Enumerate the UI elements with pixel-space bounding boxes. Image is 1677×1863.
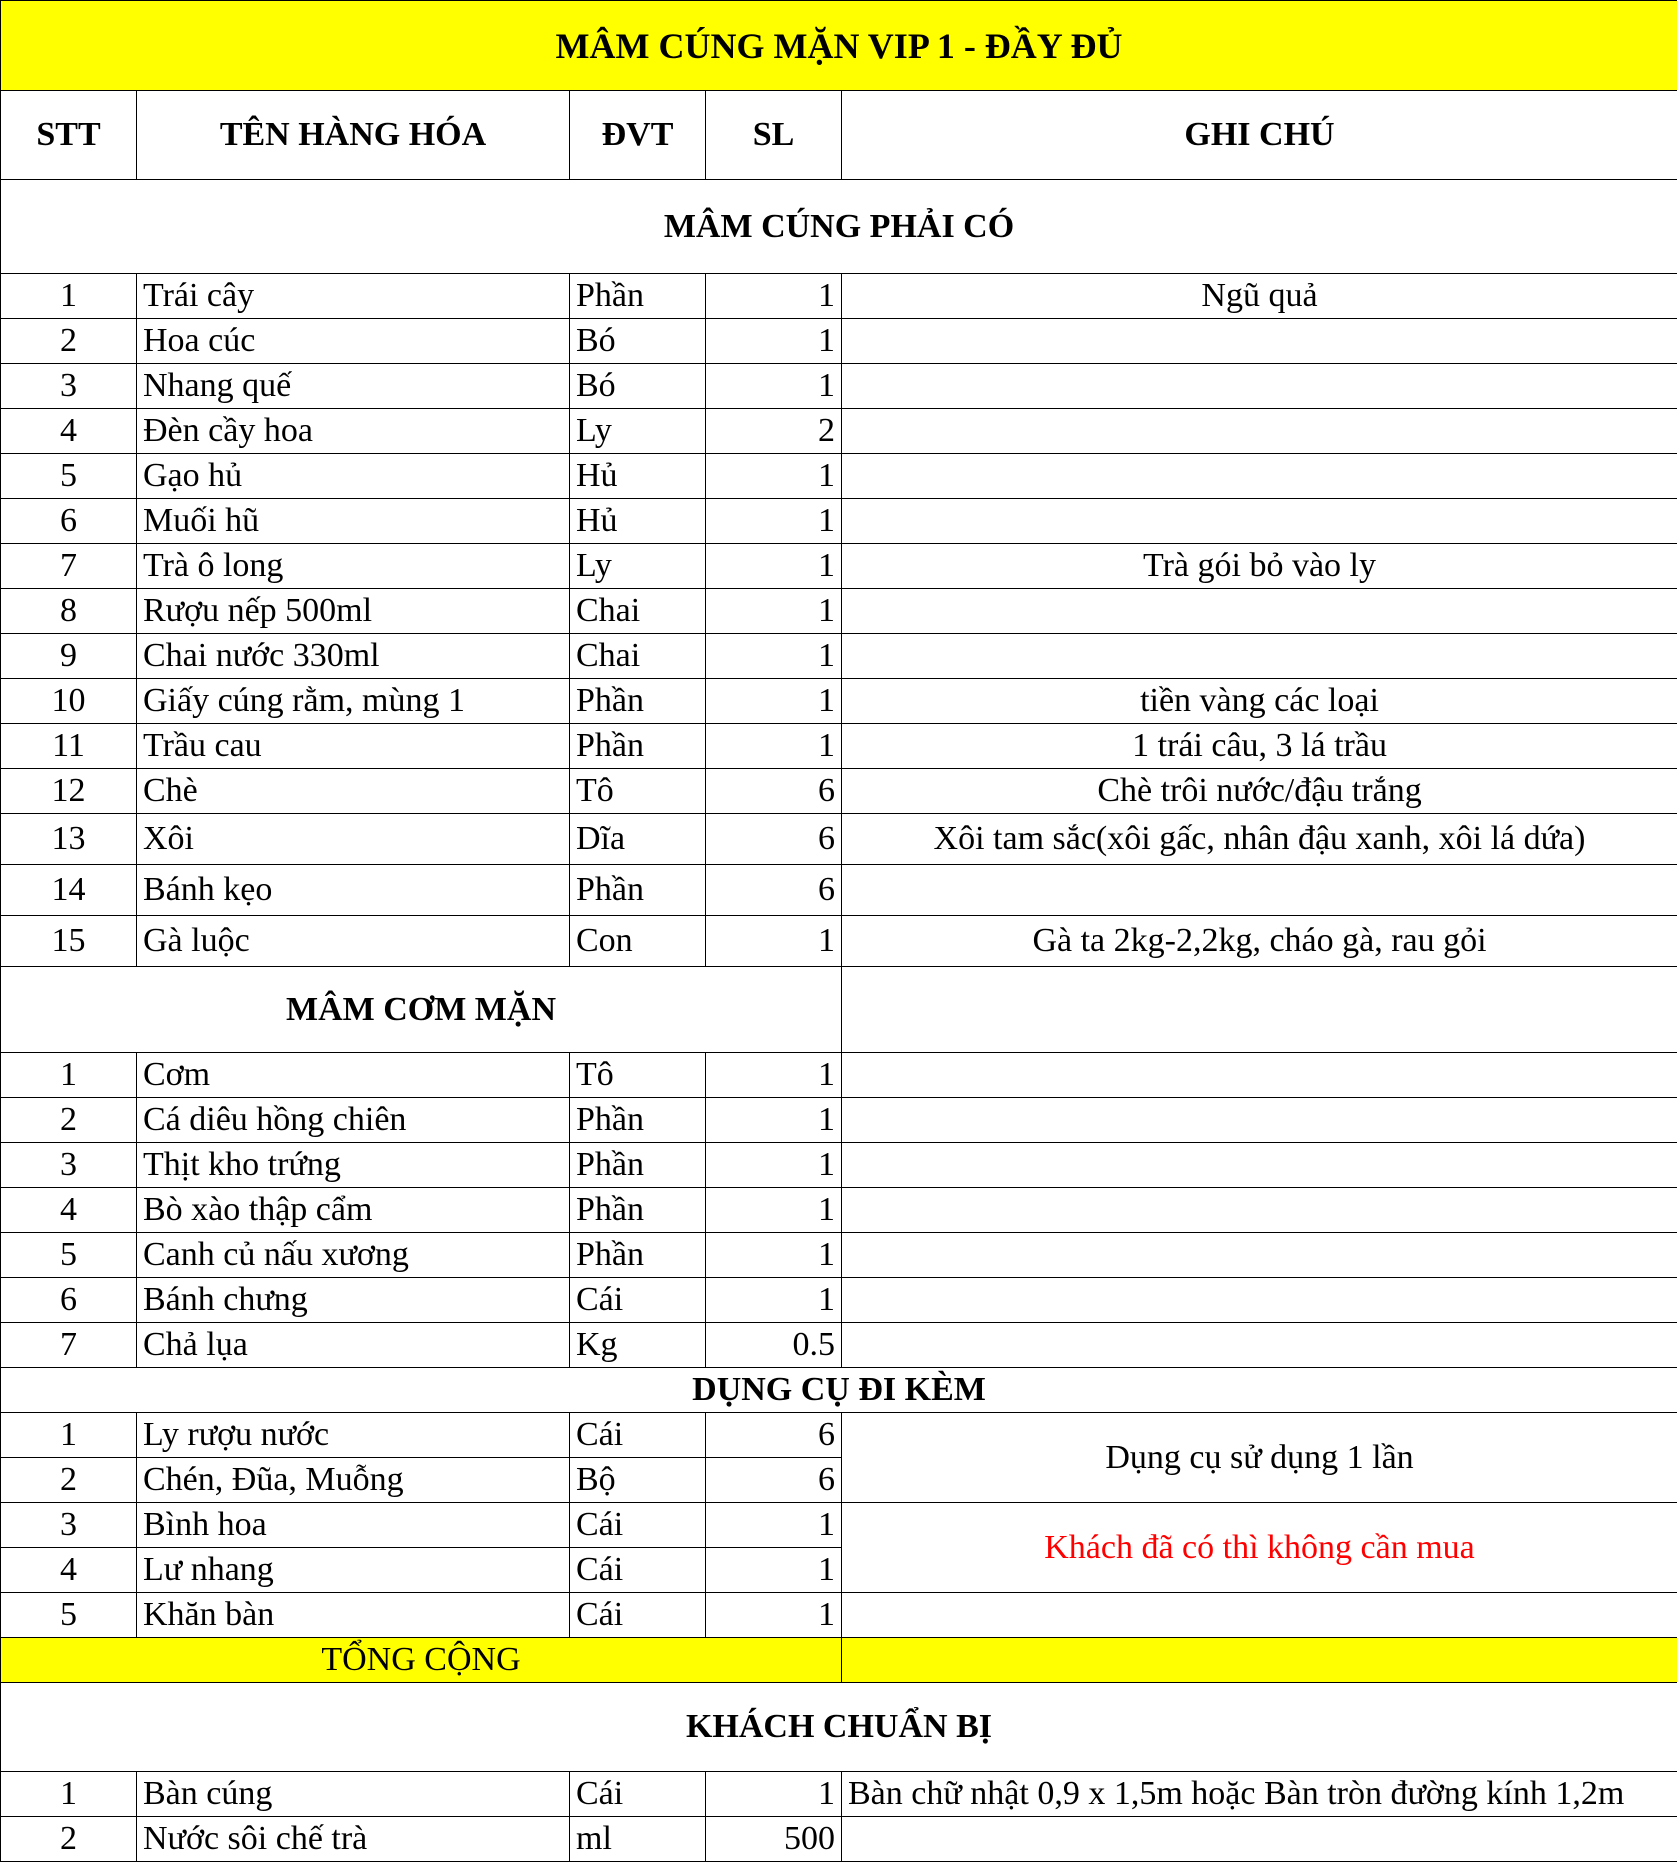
cell-unit: Phần [570, 679, 706, 724]
cell-name: Xôi [137, 814, 570, 865]
total-value [842, 1638, 1677, 1683]
cell-note: Gà ta 2kg-2,2kg, cháo gà, rau gỏi [842, 916, 1677, 967]
table-row [1, 1817, 1677, 1862]
table-row [1, 544, 1677, 589]
cell-unit: Cái [570, 1503, 706, 1548]
cell-stt: 6 [1, 1278, 137, 1323]
cell-qty: 6 [706, 1413, 842, 1458]
cell-unit: Tô [570, 1053, 706, 1098]
cell-stt: 5 [1, 1233, 137, 1278]
cell-name: Bò xào thập cẩm [137, 1188, 570, 1233]
cell-qty: 1 [706, 364, 842, 409]
cell-unit: Phần [570, 274, 706, 319]
cell-stt: 4 [1, 1548, 137, 1593]
cell-stt: 2 [1, 1098, 137, 1143]
cell-name: Rượu nếp 500ml [137, 589, 570, 634]
cell-qty: 6 [706, 769, 842, 814]
cell-name: Chè [137, 769, 570, 814]
cell-stt: 9 [1, 634, 137, 679]
cell-name: Lư nhang [137, 1548, 570, 1593]
table-row [1, 1233, 1677, 1278]
cell-name: Canh củ nấu xương [137, 1233, 570, 1278]
cell-unit: Cái [570, 1413, 706, 1458]
section-title-savory-meal: MÂM CƠM MẶN [1, 967, 842, 1053]
cell-qty: 1 [706, 724, 842, 769]
table-row [1, 1593, 1677, 1638]
cell-note [842, 967, 1677, 1053]
cell-stt: 11 [1, 724, 137, 769]
cell-note [842, 364, 1677, 409]
cell-unit: Phần [570, 1233, 706, 1278]
cell-stt: 8 [1, 589, 137, 634]
cell-stt: 1 [1, 274, 137, 319]
cell-name: Giấy cúng rằm, mùng 1 [137, 679, 570, 724]
table-row [1, 1278, 1677, 1323]
cell-name: Trái cây [137, 274, 570, 319]
cell-qty: 6 [706, 865, 842, 916]
cell-name: Chén, Đũa, Muỗng [137, 1458, 570, 1503]
table-row [1, 679, 1677, 724]
cell-qty: 6 [706, 1458, 842, 1503]
cell-note [842, 634, 1677, 679]
table-row [1, 1143, 1677, 1188]
cell-name: Bàn cúng [137, 1772, 570, 1817]
note-disposable: Dụng cụ sử dụng 1 lần [842, 1413, 1677, 1503]
cell-name: Trầu cau [137, 724, 570, 769]
cell-stt: 1 [1, 1413, 137, 1458]
table-row [1, 499, 1677, 544]
cell-qty: 1 [706, 1233, 842, 1278]
cell-unit: Phần [570, 1143, 706, 1188]
cell-note [842, 1233, 1677, 1278]
section-title-customer-prepares: KHÁCH CHUẨN BỊ [1, 1683, 1677, 1772]
cell-unit: Bó [570, 319, 706, 364]
cell-note [842, 409, 1677, 454]
cell-note: tiền vàng các loại [842, 679, 1677, 724]
cell-qty: 1 [706, 1278, 842, 1323]
cell-note [842, 589, 1677, 634]
cell-stt: 3 [1, 1503, 137, 1548]
cell-note [842, 1143, 1677, 1188]
cell-qty: 0.5 [706, 1323, 842, 1368]
cell-stt: 13 [1, 814, 137, 865]
cell-name: Hoa cúc [137, 319, 570, 364]
cell-note [842, 454, 1677, 499]
cell-unit: Phần [570, 1188, 706, 1233]
table-row [1, 1503, 1677, 1548]
cell-unit: Bó [570, 364, 706, 409]
cell-qty: 2 [706, 409, 842, 454]
header-unit: ĐVT [570, 91, 706, 180]
cell-name: Gà luộc [137, 916, 570, 967]
cell-unit: Phần [570, 1098, 706, 1143]
header-qty: SL [706, 91, 842, 180]
table-row [1, 364, 1677, 409]
table-row [1, 1323, 1677, 1368]
cell-note [842, 319, 1677, 364]
cell-unit: Hủ [570, 454, 706, 499]
cell-note: Xôi tam sắc(xôi gấc, nhân đậu xanh, xôi lá dứa) [842, 814, 1677, 865]
cell-qty: 1 [706, 1593, 842, 1638]
cell-unit: Con [570, 916, 706, 967]
table-row [1, 916, 1677, 967]
cell-name: Bình hoa [137, 1503, 570, 1548]
cell-note [842, 1278, 1677, 1323]
cell-stt: 6 [1, 499, 137, 544]
cell-stt: 1 [1, 1053, 137, 1098]
cell-note: Trà gói bỏ vào ly [842, 544, 1677, 589]
cell-name: Bánh chưng [137, 1278, 570, 1323]
cell-qty: 1 [706, 1188, 842, 1233]
cell-note [842, 499, 1677, 544]
cell-note [842, 1188, 1677, 1233]
table-row [1, 589, 1677, 634]
section-title-utensils: DỤNG CỤ ĐI KÈM [1, 1368, 1677, 1413]
cell-note [842, 1323, 1677, 1368]
cell-unit: Kg [570, 1323, 706, 1368]
cell-name: Cơm [137, 1053, 570, 1098]
table-row [1, 274, 1677, 319]
header-stt: STT [1, 91, 137, 180]
cell-stt: 4 [1, 409, 137, 454]
table-row [1, 634, 1677, 679]
note-customer-owned: Khách đã có thì không cần mua [842, 1503, 1677, 1593]
cell-note [842, 1817, 1677, 1862]
cell-name: Nhang quế [137, 364, 570, 409]
cell-stt: 4 [1, 1188, 137, 1233]
cell-qty: 1 [706, 1053, 842, 1098]
cell-unit: Ly [570, 544, 706, 589]
cell-note [842, 1593, 1677, 1638]
cell-qty: 1 [706, 274, 842, 319]
cell-stt: 14 [1, 865, 137, 916]
cell-unit: Dĩa [570, 814, 706, 865]
cell-note [842, 865, 1677, 916]
cell-unit: Chai [570, 634, 706, 679]
table-row [1, 814, 1677, 865]
cell-name: Thịt kho trứng [137, 1143, 570, 1188]
cell-unit: Phần [570, 724, 706, 769]
table-row [1, 865, 1677, 916]
cell-qty: 1 [706, 634, 842, 679]
table-row [1, 1188, 1677, 1233]
cell-stt: 2 [1, 319, 137, 364]
cell-qty: 1 [706, 544, 842, 589]
cell-name: Nước sôi chế trà [137, 1817, 570, 1862]
cell-stt: 5 [1, 1593, 137, 1638]
cell-note: 1 trái câu, 3 lá trầu [842, 724, 1677, 769]
cell-qty: 1 [706, 1503, 842, 1548]
cell-stt: 3 [1, 364, 137, 409]
cell-qty: 1 [706, 916, 842, 967]
cell-qty: 1 [706, 1143, 842, 1188]
table-row [1, 409, 1677, 454]
cell-unit: Ly [570, 409, 706, 454]
cell-name: Cá diêu hồng chiên [137, 1098, 570, 1143]
cell-unit: Cái [570, 1772, 706, 1817]
cell-stt: 15 [1, 916, 137, 967]
table-row [1, 769, 1677, 814]
table-row [1, 1772, 1677, 1817]
cell-note [842, 1053, 1677, 1098]
header-name: TÊN HÀNG HÓA [137, 91, 570, 180]
cell-unit: Bộ [570, 1458, 706, 1503]
cell-qty: 1 [706, 1772, 842, 1817]
cell-name: Đèn cầy hoa [137, 409, 570, 454]
cell-note: Ngũ quả [842, 274, 1677, 319]
table-title: MÂM CÚNG MẶN VIP 1 - ĐẦY ĐỦ [1, 1, 1677, 91]
cell-note [842, 1098, 1677, 1143]
total-label: TỔNG CỘNG [1, 1638, 842, 1683]
table-row [1, 1098, 1677, 1143]
cell-qty: 1 [706, 319, 842, 364]
cell-name: Ly rượu nước [137, 1413, 570, 1458]
cell-stt: 10 [1, 679, 137, 724]
cell-name: Trà ô long [137, 544, 570, 589]
cell-stt: 2 [1, 1458, 137, 1503]
cell-qty: 1 [706, 1098, 842, 1143]
table-row [1, 454, 1677, 499]
cell-stt: 7 [1, 544, 137, 589]
cell-qty: 6 [706, 814, 842, 865]
cell-stt: 3 [1, 1143, 137, 1188]
cell-unit: Chai [570, 589, 706, 634]
cell-name: Gạo hủ [137, 454, 570, 499]
cell-qty: 1 [706, 589, 842, 634]
cell-stt: 1 [1, 1772, 137, 1817]
table-row [1, 1413, 1677, 1458]
cell-stt: 2 [1, 1817, 137, 1862]
table-row [1, 1053, 1677, 1098]
cell-qty: 500 [706, 1817, 842, 1862]
section-title-required: MÂM CÚNG PHẢI CÓ [1, 180, 1677, 274]
cell-stt: 7 [1, 1323, 137, 1368]
cell-name: Bánh kẹo [137, 865, 570, 916]
cell-note: Chè trôi nước/đậu trắng [842, 769, 1677, 814]
cell-name: Chả lụa [137, 1323, 570, 1368]
cell-unit: Tô [570, 769, 706, 814]
cell-name: Khăn bàn [137, 1593, 570, 1638]
cell-qty: 1 [706, 454, 842, 499]
cell-qty: 1 [706, 679, 842, 724]
cell-qty: 1 [706, 1548, 842, 1593]
cell-unit: ml [570, 1817, 706, 1862]
cell-unit: Cái [570, 1593, 706, 1638]
cell-unit: Hủ [570, 499, 706, 544]
cell-unit: Cái [570, 1278, 706, 1323]
cell-note: Bàn chữ nhật 0,9 x 1,5m hoặc Bàn tròn đường kính 1,2m [842, 1772, 1677, 1817]
header-note: GHI CHÚ [842, 91, 1677, 180]
table-row [1, 724, 1677, 769]
cell-qty: 1 [706, 499, 842, 544]
cell-unit: Cái [570, 1548, 706, 1593]
cell-name: Muối hũ [137, 499, 570, 544]
table-row [1, 319, 1677, 364]
cell-unit: Phần [570, 865, 706, 916]
cell-stt: 12 [1, 769, 137, 814]
cell-stt: 5 [1, 454, 137, 499]
cell-name: Chai nước 330ml [137, 634, 570, 679]
